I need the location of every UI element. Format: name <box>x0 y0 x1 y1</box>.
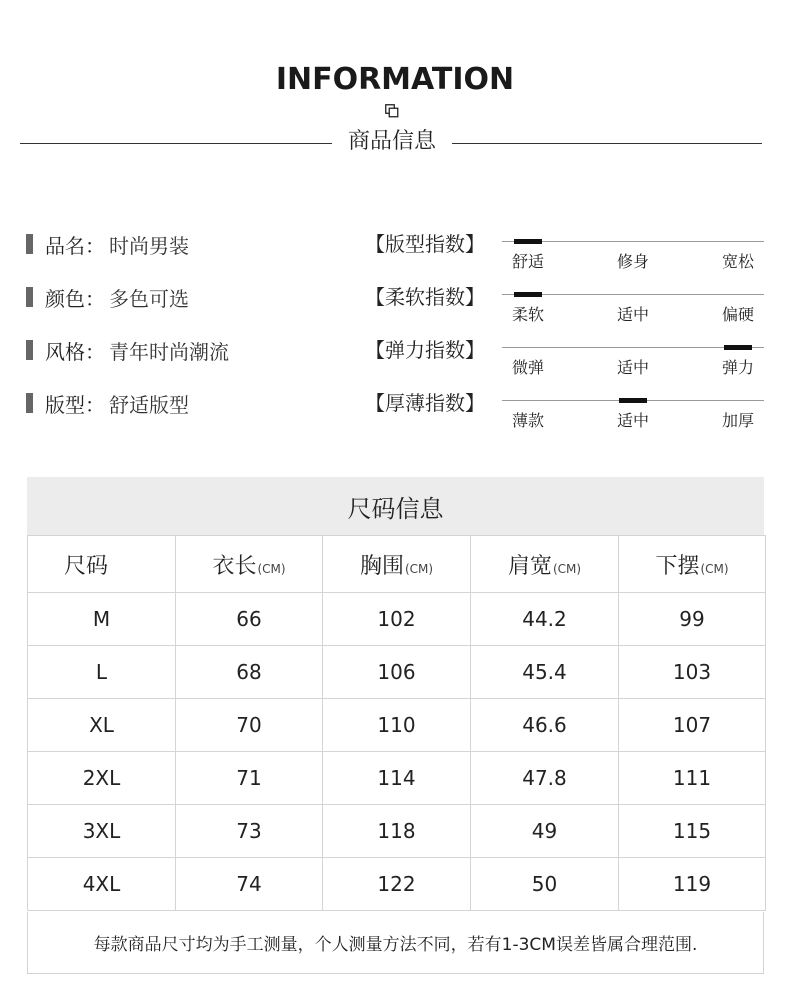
attr-key: 版型： <box>45 392 105 417</box>
cell-chest: 102 <box>323 593 471 646</box>
scale-thickness <box>502 400 764 430</box>
scale-tick: 偏硬 <box>721 305 754 324</box>
scale-marker <box>514 292 542 297</box>
column-header-shoulder: 肩宽(CM) <box>471 536 619 593</box>
scale-softness <box>502 294 764 324</box>
cell-size: 3XL <box>28 805 176 858</box>
scale-marker <box>619 398 647 403</box>
unit-label: (CM) <box>552 561 582 576</box>
column-header-hem: 下摆(CM) <box>619 536 766 593</box>
cell-size: 4XL <box>28 858 176 911</box>
copy-icon <box>385 104 399 118</box>
attr-key: 风格： <box>45 339 105 364</box>
size-table-title: 尺码信息 <box>27 477 764 535</box>
index-label-elasticity: 【弹力指数】 <box>365 338 485 362</box>
cell-shoulder: 46.6 <box>471 699 619 752</box>
cell-length: 68 <box>176 646 323 699</box>
table-row <box>28 752 766 805</box>
cell-length: 70 <box>176 699 323 752</box>
attr-value: 舒适版型 <box>109 392 189 417</box>
cell-size: XL <box>28 699 176 752</box>
attr-key: 颜色： <box>45 286 105 311</box>
attr-color <box>26 285 189 309</box>
bullet-bar <box>26 340 33 360</box>
table-row <box>28 805 766 858</box>
measurement-note: 每款商品尺寸均为手工测量，个人测量方法不同，若有1-3CM误差皆属合理范围. <box>27 912 764 974</box>
cell-hem: 119 <box>619 858 766 911</box>
index-label-thickness: 【厚薄指数】 <box>365 391 485 415</box>
attr-value: 青年时尚潮流 <box>109 339 229 364</box>
cell-length: 74 <box>176 858 323 911</box>
cell-hem: 107 <box>619 699 766 752</box>
cell-chest: 122 <box>323 858 471 911</box>
unit-label: (CM) <box>257 561 286 576</box>
attr-value: 时尚男装 <box>109 233 189 258</box>
cell-size: L <box>28 646 176 699</box>
scale-tick: 宽松 <box>721 252 754 271</box>
information-title: INFORMATION <box>275 62 515 97</box>
bullet-bar <box>26 234 33 254</box>
bullet-bar <box>26 393 33 413</box>
scale-tick: 薄款 <box>511 411 544 430</box>
cell-chest: 118 <box>323 805 471 858</box>
cell-chest: 106 <box>323 646 471 699</box>
cell-length: 66 <box>176 593 323 646</box>
table-row <box>28 646 766 699</box>
size-table <box>27 535 766 911</box>
cell-hem: 103 <box>619 646 766 699</box>
scale-tick: 适中 <box>616 411 649 430</box>
table-row <box>28 593 766 646</box>
scale-tick: 柔软 <box>511 305 544 324</box>
scale-tick: 修身 <box>616 252 649 271</box>
index-label-softness: 【柔软指数】 <box>365 285 485 309</box>
cell-chest: 110 <box>323 699 471 752</box>
scale-tick: 加厚 <box>721 411 754 430</box>
column-header-length: 衣长(CM) <box>176 536 323 593</box>
attr-fit <box>26 391 189 415</box>
cell-shoulder: 47.8 <box>471 752 619 805</box>
scale-tick: 弹力 <box>721 358 754 377</box>
scale-marker <box>724 345 752 350</box>
attr-product-name <box>26 232 189 256</box>
unit-label: (CM) <box>404 561 434 576</box>
unit-label: (CM) <box>700 561 729 576</box>
cell-size: 2XL <box>28 752 176 805</box>
index-label-fit: 【版型指数】 <box>365 232 485 256</box>
column-header-chest: 胸围(CM) <box>323 536 471 593</box>
scale-tick: 适中 <box>616 358 649 377</box>
attr-style <box>26 338 229 362</box>
section-subtitle: 商品信息 <box>347 129 436 154</box>
cell-shoulder: 50 <box>471 858 619 911</box>
attr-value: 多色可选 <box>109 286 189 311</box>
cell-chest: 114 <box>323 752 471 805</box>
divider-right <box>452 143 762 144</box>
cell-shoulder: 44.2 <box>471 593 619 646</box>
cell-size: M <box>28 593 176 646</box>
cell-hem: 111 <box>619 752 766 805</box>
divider-left <box>20 143 332 144</box>
scale-tick: 微弹 <box>511 358 544 377</box>
scale-tick: 适中 <box>616 305 649 324</box>
cell-length: 71 <box>176 752 323 805</box>
cell-length: 73 <box>176 805 323 858</box>
scale-marker <box>514 239 542 244</box>
scale-tick: 舒适 <box>511 252 544 271</box>
attr-key: 品名： <box>45 233 105 258</box>
size-table-header-row <box>28 536 766 593</box>
scale-elasticity <box>502 347 764 377</box>
scale-fit <box>502 241 764 271</box>
cell-hem: 115 <box>619 805 766 858</box>
column-header-size: 尺码 <box>28 536 176 593</box>
cell-hem: 99 <box>619 593 766 646</box>
table-row <box>28 858 766 911</box>
bullet-bar <box>26 287 33 307</box>
table-row <box>28 699 766 752</box>
cell-shoulder: 49 <box>471 805 619 858</box>
cell-shoulder: 45.4 <box>471 646 619 699</box>
